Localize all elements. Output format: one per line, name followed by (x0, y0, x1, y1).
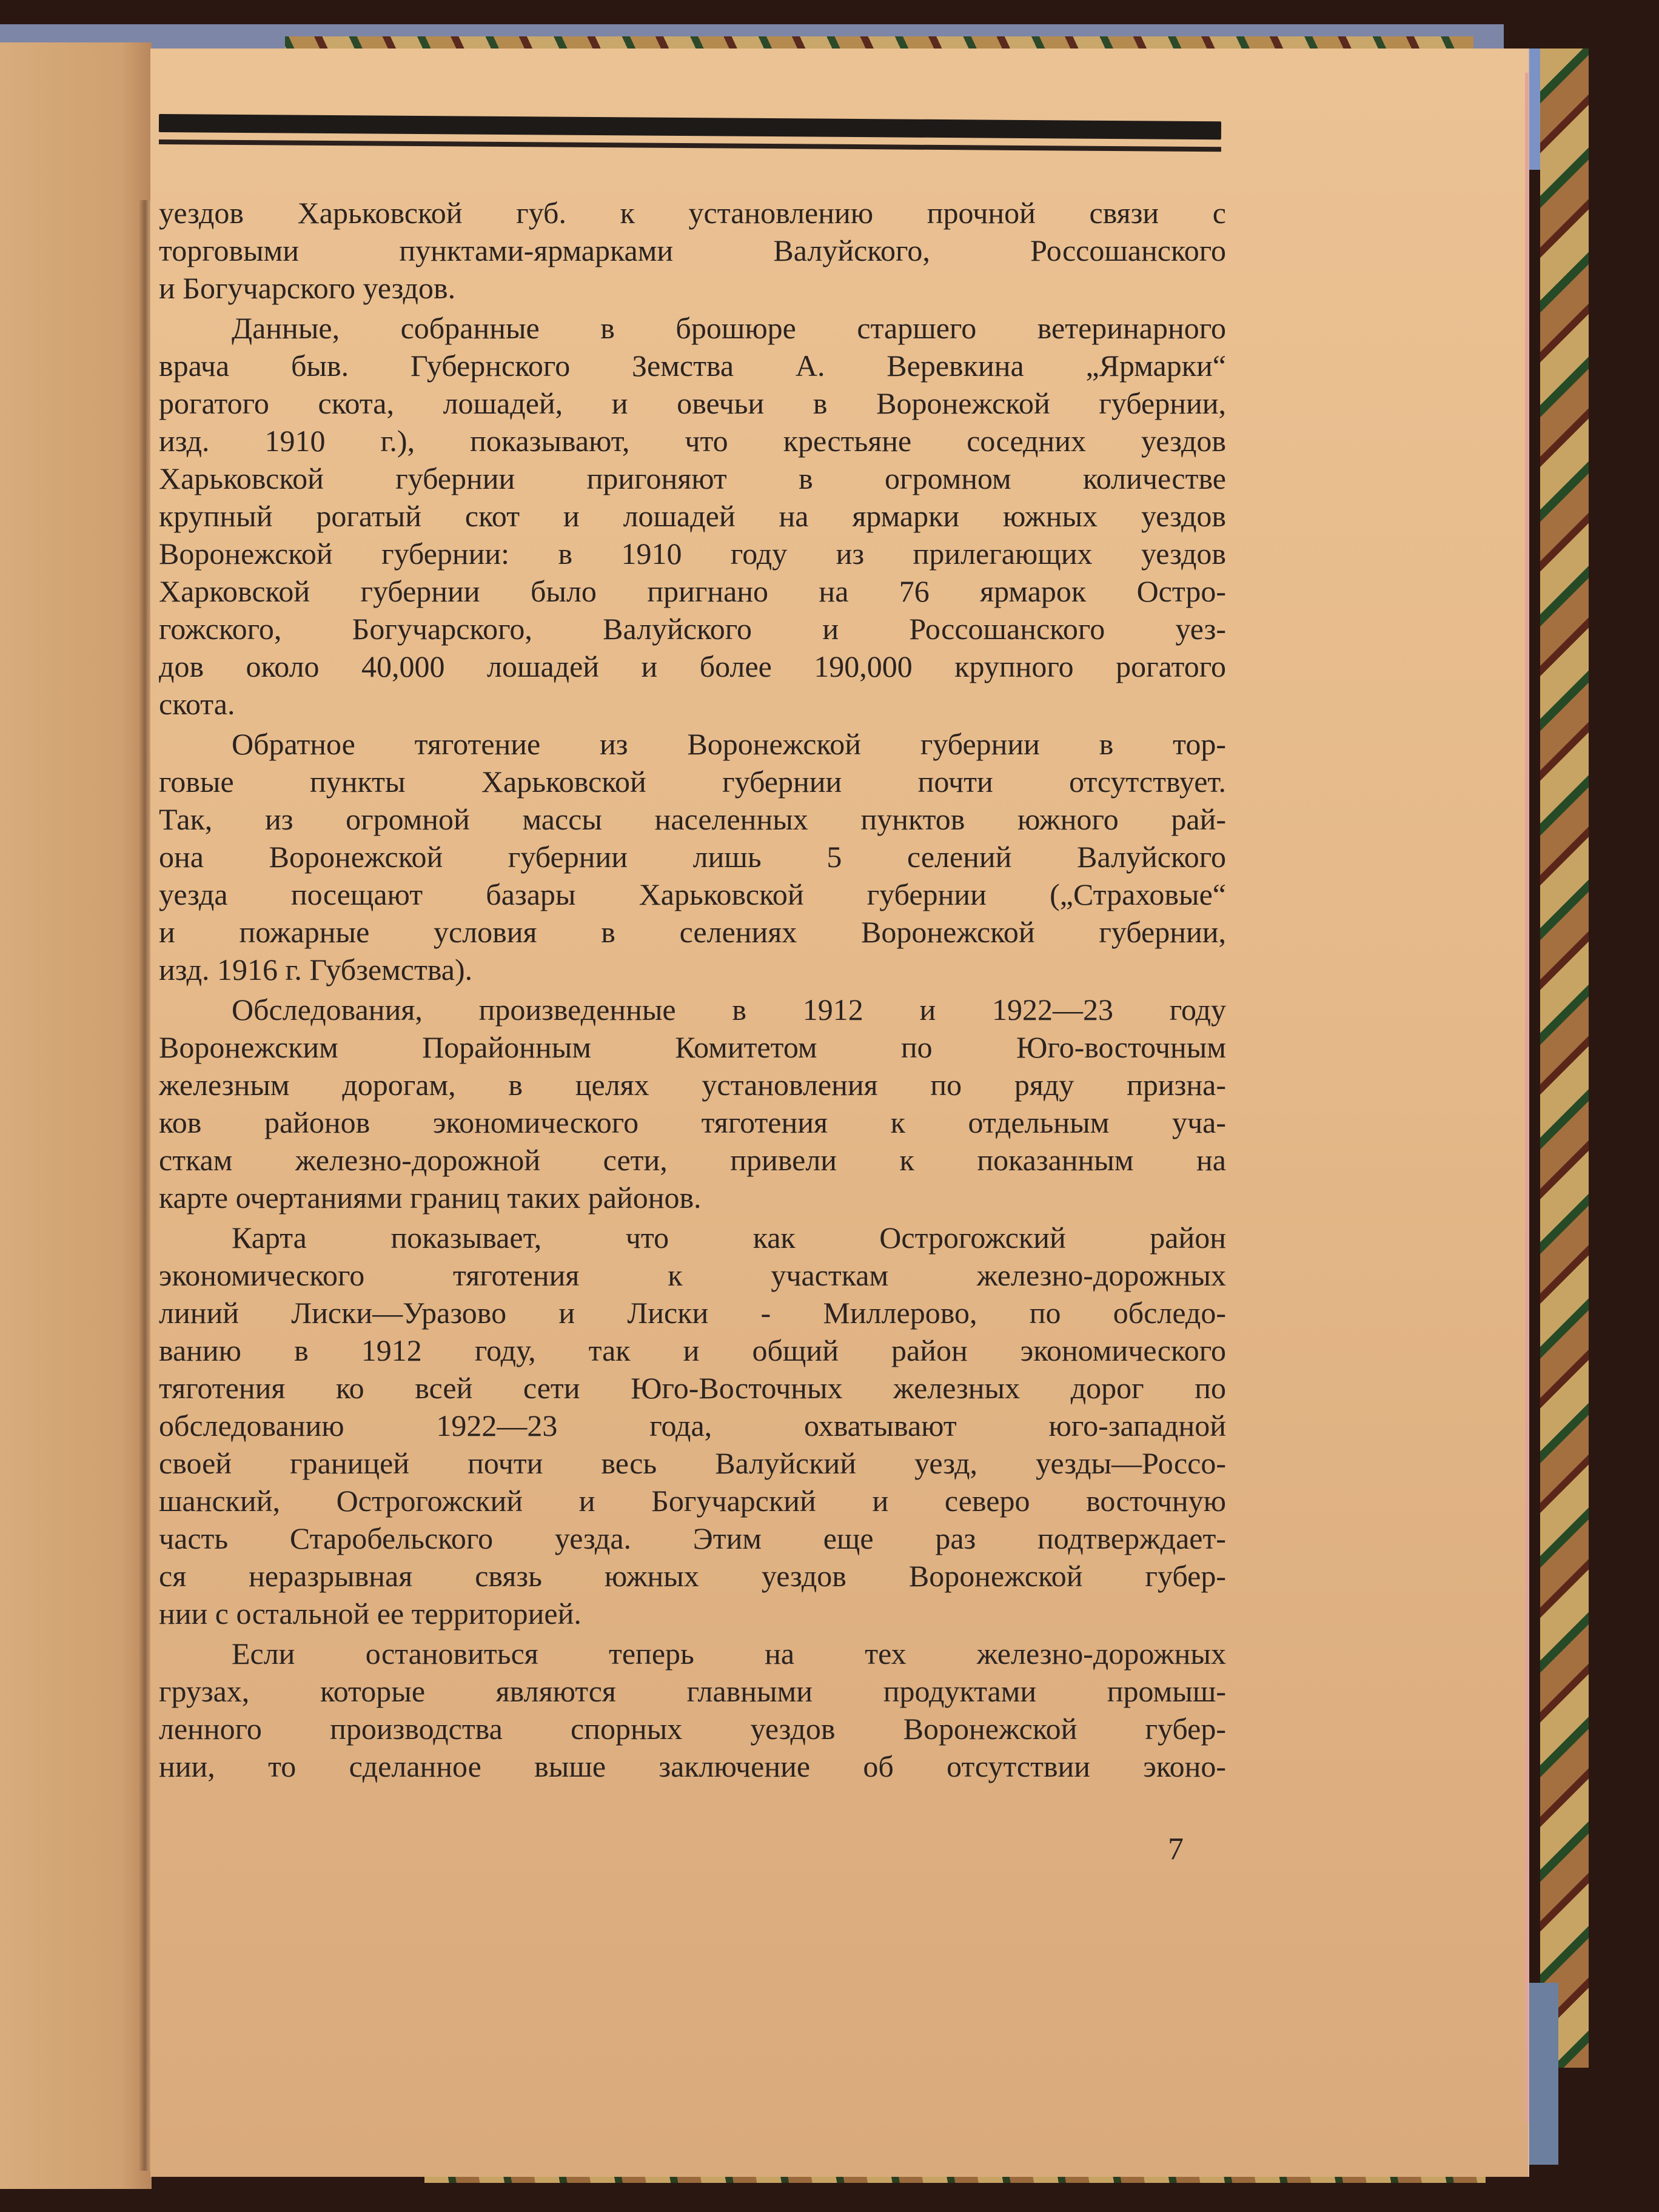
text-line: сткам железно-дорожной сети, привели к показанным на (159, 1143, 1226, 1177)
body-text (159, 194, 1226, 1788)
text-line: и Богучарского уездов. (159, 271, 456, 305)
text-line: уезда посещают базары Харьковской губернии („Страховые“ (159, 877, 1226, 911)
header-rule-thick (159, 114, 1221, 139)
text-line: ся неразрывная связь южных уездов Воронежской губер- (159, 1559, 1226, 1593)
text-line: часть Старобельского уезда. Этим еще раз подтверждает- (159, 1521, 1226, 1555)
text-line: Обратное тяготение из Воронежской губернии в тор- (232, 727, 1226, 761)
paragraph-gap (159, 1785, 1226, 1788)
text-line: экономического тяготения к участкам железно-дорожных (159, 1258, 1226, 1292)
header-rule (159, 114, 1221, 144)
text-line: изд. 1916 г. Губземства). (159, 953, 473, 987)
text-line: линий Лиски—Уразово и Лиски - Миллерово, по обследо- (159, 1296, 1226, 1330)
text-line: Так, из огромной массы населенных пунктов южного рай- (159, 802, 1226, 836)
text-line: Харковской губернии было пригнано на 76 ярмарок Остро- (159, 574, 1226, 608)
text-line: Данные, собранные в брошюре старшего ветеринарного (232, 311, 1226, 345)
text-line: рогатого скота, лошадей, и овечьи в Воронежской губернии, (159, 386, 1226, 420)
text-line: крупный рогатый скот и лошадей на ярмарки южных уездов (159, 499, 1226, 533)
page-edge (1525, 73, 1529, 2122)
text-line: нии с остальной ее территорией. (159, 1597, 581, 1631)
text-line: скота. (159, 687, 235, 721)
page-number: 7 (1168, 1832, 1184, 1866)
text-line: торговыми пунктами-ярмарками Валуйского, Россошанского (159, 233, 1226, 267)
text-line: нии, то сделанное выше заключение об отсутствии эконо- (159, 1749, 1226, 1783)
text-line: ванию в 1912 году, так и общий район экономического (159, 1333, 1226, 1367)
binding-gutter (139, 200, 150, 2171)
text-line: и пожарные условия в селениях Воронежской губернии, (159, 915, 1226, 949)
text-line: гожского, Богучарского, Валуйского и Россошанского уез- (159, 612, 1226, 646)
text-line: она Воронежской губернии лишь 5 селений Валуйского (159, 840, 1226, 874)
text-line: Карта показывает, что как Острогожский район (232, 1221, 1226, 1255)
book-cover-marbled-right (1540, 49, 1589, 2068)
text-line: Воронежской губернии: в 1910 году из прилегающих уездов (159, 537, 1226, 571)
text-line: Обследования, произведенные в 1912 и 1922—23 году (232, 993, 1226, 1027)
text-line: Воронежским Порайонным Комитетом по Юго-восточным (159, 1030, 1226, 1064)
text-line: ленного производства спорных уездов Воронежской губер- (159, 1712, 1226, 1746)
text-line: дов около 40,000 лошадей и более 190,000 крупного рогатого (159, 649, 1226, 683)
text-line: тяготения ко всей сети Юго-Восточных железных дорог по (159, 1371, 1226, 1405)
text-line: Харьковской губернии пригоняют в огромном количестве (159, 461, 1226, 495)
text-line: уездов Харьковской губ. к установлению прочной связи с (159, 196, 1226, 230)
text-line: своей границей почти весь Валуйский уезд, уезды—Россо- (159, 1446, 1226, 1480)
text-line: врача быв. Губернского Земства А. Веревкина „Ярмарки“ (159, 349, 1226, 383)
text-line: ков районов экономического тяготения к отдельным уча- (159, 1105, 1226, 1139)
text-line: говые пункты Харьковской губернии почти отсутствует. (159, 765, 1226, 799)
left-page (0, 42, 152, 2189)
text-line: шанский, Острогожский и Богучарский и северо восточную (159, 1484, 1226, 1518)
text-line: железным дорогам, в целях установления по ряду призна- (159, 1068, 1226, 1102)
text-line: изд. 1910 г.), показывают, что крестьяне соседних уездов (159, 424, 1226, 458)
text-line: грузах, которые являются главными продуктами промыш- (159, 1674, 1226, 1708)
text-line: Если остановиться теперь на тех железно-дорожных (232, 1637, 1226, 1671)
text-line: карте очертаниями границ таких районов. (159, 1181, 702, 1215)
text-line: обследованию 1922—23 года, охватывают юго-западной (159, 1409, 1226, 1443)
